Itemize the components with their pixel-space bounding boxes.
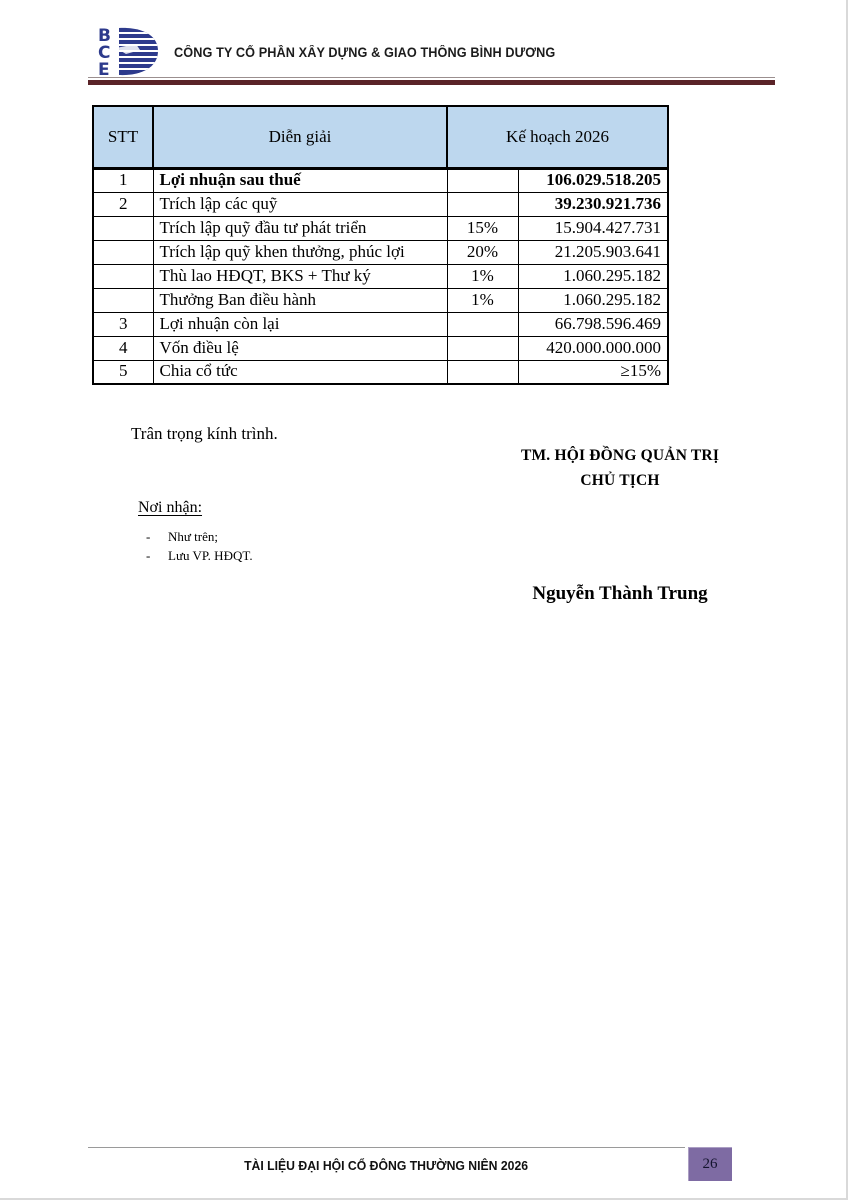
page-footer [88, 1147, 685, 1175]
header-cell-description: Diễn giải [153, 106, 447, 168]
cell-stt: 3 [93, 312, 153, 336]
cell-value: 420.000.000.000 [518, 336, 668, 360]
list-dash-marker: - [146, 529, 151, 544]
recipient-text: Lưu VP. HĐQT. [168, 548, 253, 563]
header-divider-rule [88, 77, 775, 85]
cell-percent [447, 360, 518, 384]
cell-percent [447, 312, 518, 336]
signature-name: Nguyễn Thành Trung [532, 583, 708, 604]
table-row [93, 312, 668, 336]
table-row [93, 216, 668, 240]
table-row [93, 360, 668, 384]
cell-stt: 5 [93, 360, 153, 384]
cell-value: 1.060.295.182 [518, 264, 668, 288]
closing-line: Trân trọng kính trình. [131, 424, 278, 443]
cell-value: 15.904.427.731 [518, 216, 668, 240]
cell-description: Trích lập quỹ khen thưởng, phúc lợi [153, 240, 447, 264]
table-row [93, 264, 668, 288]
signature-title: CHỦ TỊCH [580, 472, 660, 489]
cell-percent [447, 336, 518, 360]
logo-letter-c: C [98, 43, 111, 63]
cell-description: Thù lao HĐQT, BKS + Thư ký [153, 264, 447, 288]
logo-letter-e: E [98, 60, 110, 78]
list-dash-marker: - [146, 548, 151, 563]
cell-value: 39.230.921.736 [518, 192, 668, 216]
cell-percent: 1% [447, 288, 518, 312]
bce-company-logo-icon [96, 26, 160, 78]
cell-description: Lợi nhuận còn lại [153, 312, 447, 336]
company-name: CÔNG TY CỔ PHẦN XÂY DỰNG & GIAO THÔNG BÌNH DƯƠNG [174, 44, 556, 60]
table-row [93, 192, 668, 216]
recipients-list [146, 527, 253, 565]
cell-stt [93, 288, 153, 312]
recipient-item [146, 546, 253, 565]
cell-value: ≥15% [518, 360, 668, 384]
cell-description: Chia cổ tức [153, 360, 447, 384]
page-number-badge: 26 [688, 1147, 732, 1181]
cell-percent: 15% [447, 216, 518, 240]
cell-value: 66.798.596.469 [518, 312, 668, 336]
cell-value: 106.029.518.205 [518, 168, 668, 192]
logo-letter-b: B [98, 26, 111, 46]
recipient-item [146, 527, 253, 546]
cell-description: Lợi nhuận sau thuế [153, 168, 447, 192]
cell-percent: 20% [447, 240, 518, 264]
cell-stt: 4 [93, 336, 153, 360]
header-cell-plan-2026: Kế hoạch 2026 [447, 106, 668, 168]
table-row [93, 168, 668, 192]
cell-stt: 2 [93, 192, 153, 216]
table-header-row [93, 106, 668, 168]
header-brand [96, 26, 580, 78]
cell-description: Vốn điều lệ [153, 336, 447, 360]
table-row [93, 288, 668, 312]
cell-description: Trích lập quỹ đầu tư phát triển [153, 216, 447, 240]
table-row [93, 336, 668, 360]
signature-on-behalf: TM. HỘI ĐỒNG QUẢN TRỊ [520, 447, 720, 464]
recipient-text: Như trên; [168, 529, 219, 544]
cell-percent: 1% [447, 264, 518, 288]
profit-plan-table [92, 105, 669, 385]
cell-stt [93, 216, 153, 240]
cell-description: Thưởng Ban điều hành [153, 288, 447, 312]
table-row [93, 240, 668, 264]
cell-value: 1.060.295.182 [518, 288, 668, 312]
cell-percent [447, 168, 518, 192]
recipients-label: Nơi nhận: [138, 499, 203, 516]
cell-stt [93, 264, 153, 288]
footer-title: TÀI LIỆU ĐẠI HỘI CỔ ĐÔNG THƯỜNG NIÊN 2026 [244, 1158, 529, 1173]
cell-percent [447, 192, 518, 216]
header-cell-stt: STT [93, 106, 153, 168]
signature-block [470, 447, 770, 605]
cell-stt [93, 240, 153, 264]
cell-stt: 1 [93, 168, 153, 192]
cell-description: Trích lập các quỹ [153, 192, 447, 216]
cell-value: 21.205.903.641 [518, 240, 668, 264]
